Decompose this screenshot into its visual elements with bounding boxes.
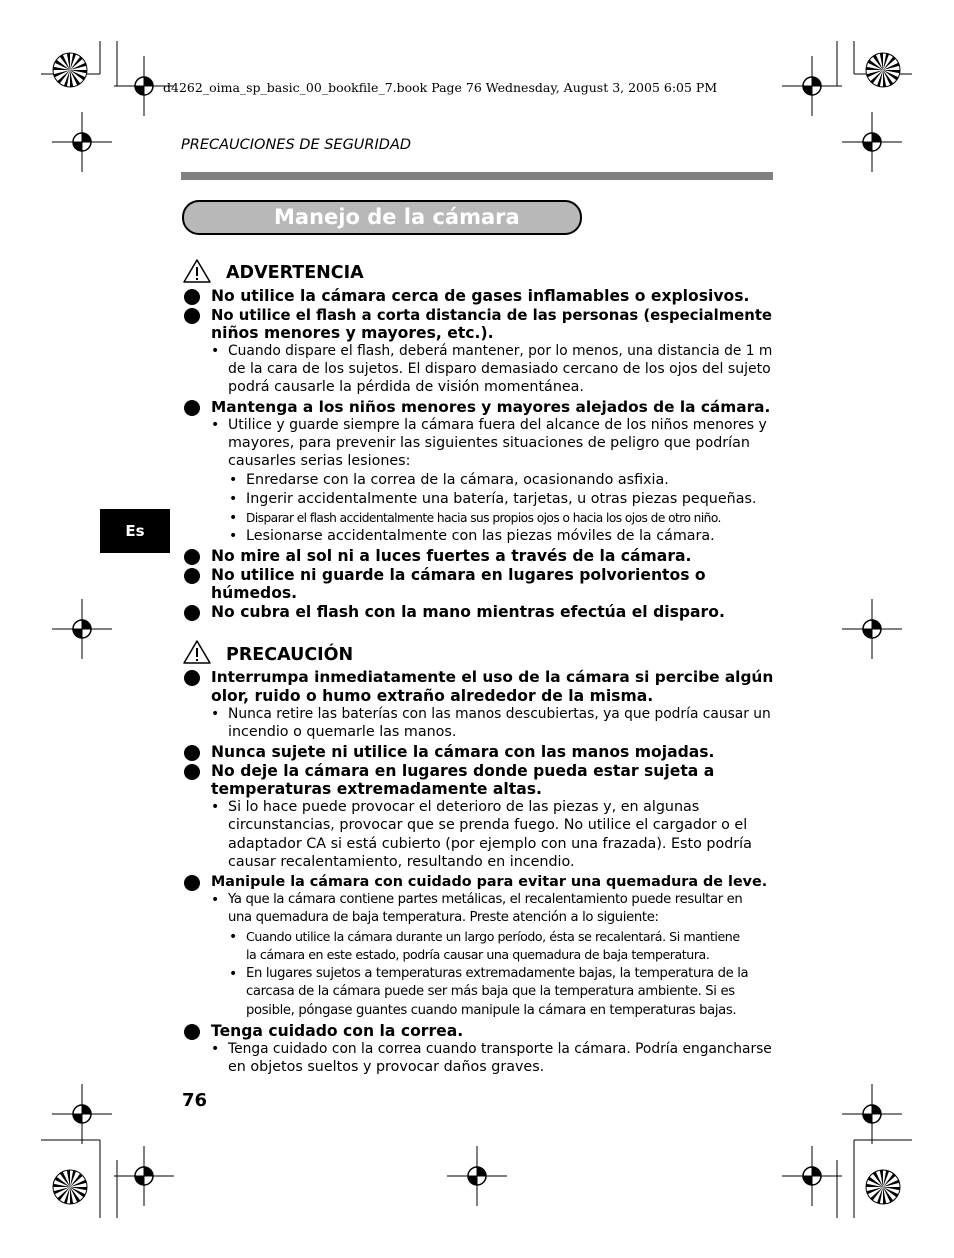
running-head: PRECAUCIONES DE SEGURIDAD [181, 137, 412, 153]
file-header: d4262_oima_sp_basic_00_bookfile_7.book Page 76 Wednesday, August 3, 2005 6:05 PM [163, 80, 718, 95]
note-line: causarles serias lesiones: [228, 453, 411, 469]
page-number: 76 [182, 1090, 208, 1111]
warning-item: No mire al sol ni a luces fuertes a través de la cámara. [211, 547, 692, 565]
subnote-line: Enredarse con la correa de la cámara, ocasionando asfixia. [246, 472, 669, 488]
note-dot: • [211, 799, 220, 815]
note-line: podrá causarle la pérdida de visión momentánea. [228, 379, 584, 395]
header-rule [181, 172, 773, 180]
bullet-icon [184, 549, 200, 565]
subnote-dot: • [229, 491, 238, 507]
caution-heading: PRECAUCIÓN [226, 645, 354, 665]
bullet-icon [184, 745, 200, 761]
caution-item: Tenga cuidado con la correa. [211, 1022, 464, 1040]
caution-item: Interrumpa inmediatamente el uso de la cámara si percibe algún [211, 668, 774, 686]
warning-item: No utilice la cámara cerca de gases inflamables o explosivos. [211, 287, 750, 305]
subnote-line: Cuando utilice la cámara durante un largo período, ésta se recalentará. Si mantiene [246, 929, 740, 944]
warning-item: Mantenga a los niños menores y mayores alejados de la cámara. [211, 398, 771, 416]
caution-item-cont: temperaturas extremadamente altas. [211, 780, 542, 798]
bullet-icon [184, 605, 200, 621]
subnote-dot: • [229, 528, 238, 544]
warning-triangle-icon [182, 258, 212, 284]
subnote-line: carcasa de la cámara puede ser más baja que la temperatura ambiente. Si es [246, 984, 735, 999]
note-line: en objetos sueltos y provocar daños graves. [228, 1059, 545, 1075]
subnote-line: posible, póngase guantes cuando manipule la cámara en temperaturas bajas. [246, 1003, 737, 1018]
note-line: circunstancias, provocar que se prenda fuego. No utilice el cargador o el [228, 817, 748, 833]
caution-item-cont: olor, ruido o humo extraño alrededor de la misma. [211, 687, 654, 705]
subnote-dot: • [229, 510, 238, 526]
subnote-line: En lugares sujetos a temperaturas extremadamente bajas, la temperatura de la [246, 966, 749, 981]
note-line: de la cara de los sujetos. El disparo demasiado cercano de los ojos del sujeto [228, 361, 771, 377]
warning-heading: ADVERTENCIA [226, 263, 364, 283]
bullet-icon [184, 289, 200, 305]
section-title: Manejo de la cámara [274, 205, 520, 229]
warning-item: No cubra el flash con la mano mientras efectúa el disparo. [211, 603, 725, 621]
note-line: Utilice y guarde siempre la cámara fuera del alcance de los niños menores y [228, 417, 767, 433]
note-dot: • [211, 417, 220, 433]
bullet-icon [184, 400, 200, 416]
caution-item: No deje la cámara en lugares donde pueda estar sujeta a [211, 762, 715, 780]
subnote-line: Disparar el flash accidentalmente hacia sus propios ojos o hacia los ojos de otro niño. [246, 511, 721, 525]
bullet-icon [184, 764, 200, 780]
caution-item: Manipule la cámara con cuidado para evitar una quemadura de leve. [211, 874, 768, 890]
caution-item: Nunca sujete ni utilice la cámara con las manos mojadas. [211, 743, 715, 761]
bullet-icon [184, 568, 200, 584]
warning-item: No utilice el flash a corta distancia de las personas (especialmente [211, 306, 772, 324]
warning-item-cont: niños menores y mayores, etc.). [211, 324, 494, 342]
warning-triangle-icon [182, 639, 212, 665]
note-dot: • [211, 892, 220, 908]
note-line: una quemadura de baja temperatura. Preste atención a lo siguiente: [228, 910, 659, 925]
bullet-icon [184, 1024, 200, 1040]
bullet-icon [184, 670, 200, 686]
note-dot: • [211, 343, 220, 359]
note-line: Si lo hace puede provocar el deterioro de las piezas y, en algunas [228, 799, 700, 815]
note-line: adaptador CA si está cubierto (por ejemplo con una frazada). Esto podría [228, 836, 752, 852]
note-dot: • [211, 1041, 220, 1057]
section-title-banner [182, 200, 582, 235]
note-line: causar recalentamiento, resultando en incendio. [228, 854, 575, 870]
subnote-line: Ingerir accidentalmente una batería, tarjetas, u otras piezas pequeñas. [246, 491, 757, 507]
subnote-dot: • [229, 472, 238, 488]
subnote-line: Lesionarse accidentalmente con las piezas móviles de la cámara. [246, 528, 715, 544]
subnote-line: la cámara en este estado, podría causar una quemadura de baja temperatura. [246, 947, 710, 962]
bullet-icon [184, 875, 200, 891]
note-line: Tenga cuidado con la correa cuando transporte la cámara. Podría engancharse [228, 1041, 772, 1057]
subnote-dot: • [229, 929, 238, 945]
warning-item: No utilice ni guarde la cámara en lugares polvorientos o [211, 566, 706, 584]
subnote-dot: • [229, 966, 238, 982]
note-line: Ya que la cámara contiene partes metálicas, el recalentamiento puede resultar en [228, 892, 743, 907]
note-dot: • [211, 706, 220, 722]
language-tab: Es [100, 509, 170, 553]
warning-item-cont: húmedos. [211, 584, 298, 602]
note-line: Nunca retire las baterías con las manos descubiertas, ya que podría causar un [228, 706, 771, 722]
note-line: incendio o quemarle las manos. [228, 724, 457, 740]
bullet-icon [184, 308, 200, 324]
note-line: Cuando dispare el flash, deberá mantener, por lo menos, una distancia de 1 m [228, 343, 773, 359]
note-line: mayores, para prevenir las siguientes situaciones de peligro que podrían [228, 435, 750, 451]
